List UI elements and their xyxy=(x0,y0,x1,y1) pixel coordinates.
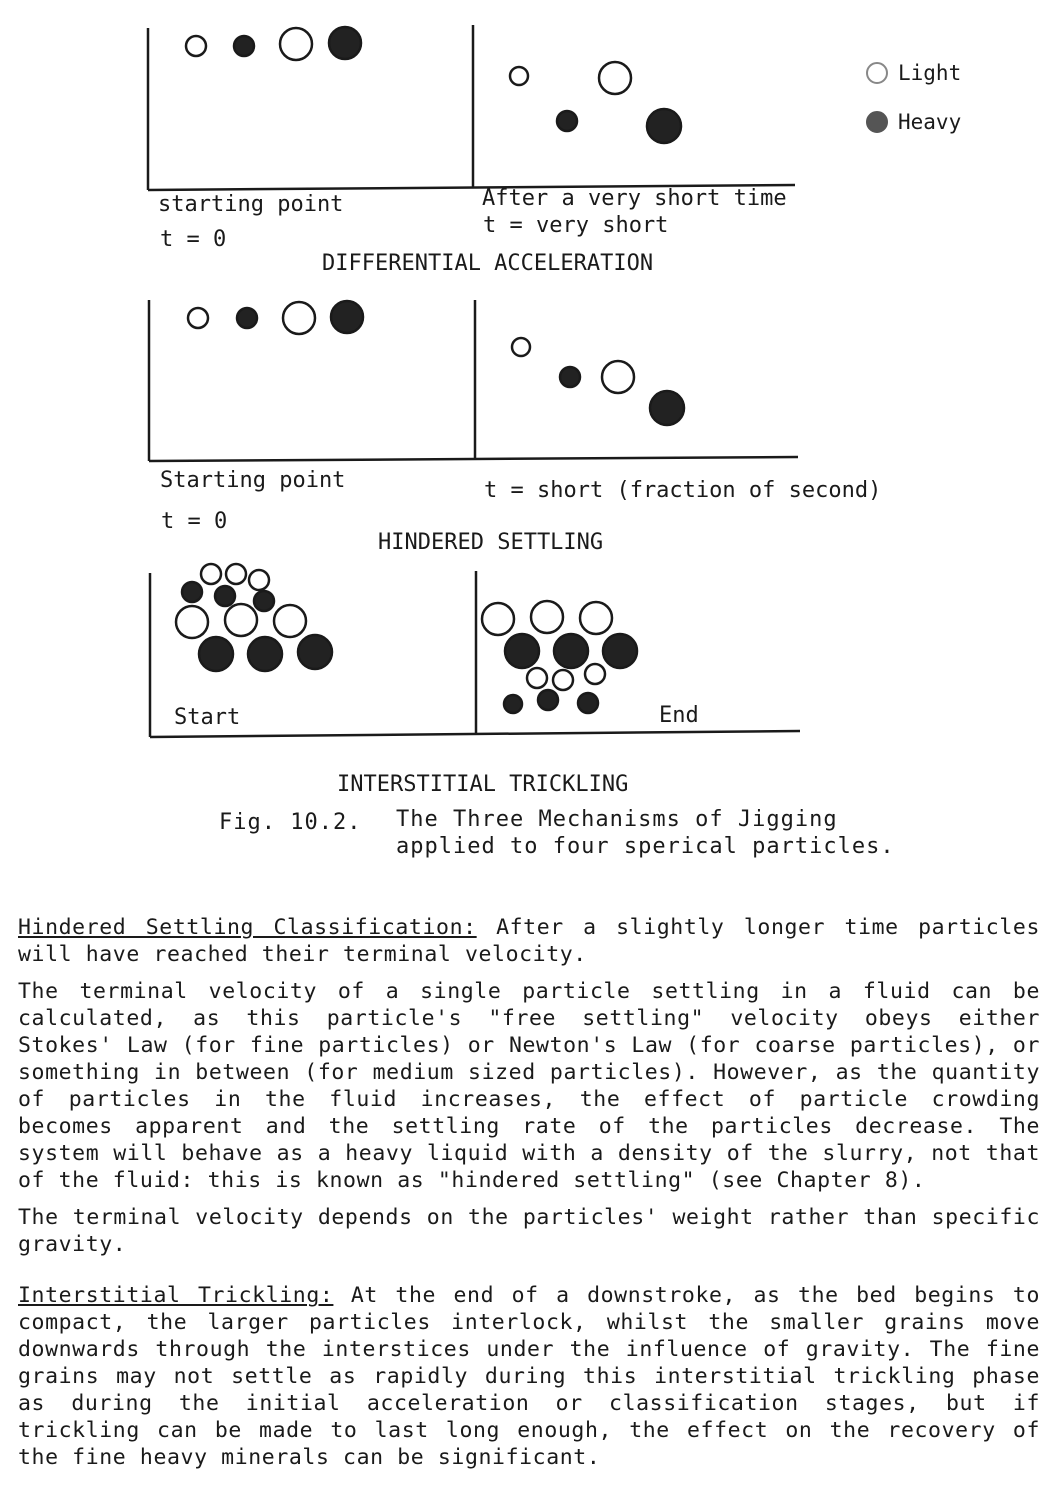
panel2-left-label-2: t = 0 xyxy=(161,509,228,534)
heavy-large-particle xyxy=(647,109,681,143)
heavy-large-particle xyxy=(331,301,363,333)
panel3-right-label: End xyxy=(659,703,699,728)
section-heading-hindered-settling: Hindered Settling Classification: xyxy=(18,915,477,940)
particles-end-3 xyxy=(482,601,637,713)
light-small-particle xyxy=(226,564,246,584)
light-large-particle xyxy=(274,605,306,637)
paragraph-2: The terminal velocity of a single particle settling in a fluid can be calculated, as this particle's "free settling" velocity obeys either Stokes' Law (for fine particles) or Newton's Law (for coarse particles), or something in between (for medium sized particles). However, as the quantity of particles in the fluid increases, the effect of particle crowding becomes apparent and the settling rate of the particles decrease. The system will behave as a heavy liquid with a density of the slurry, not that of the fluid: this is known as "hindered settling" (see Chapter 8). xyxy=(18,979,1040,1193)
light-small-particle xyxy=(585,664,605,684)
legend-heavy-icon xyxy=(867,112,887,132)
panel3-title: INTERSTITIAL TRICKLING xyxy=(337,772,629,797)
light-small-particle xyxy=(527,668,547,688)
heavy-small-particle xyxy=(254,591,274,611)
heavy-small-particle xyxy=(560,367,580,387)
heavy-small-particle xyxy=(504,695,522,713)
light-large-particle xyxy=(176,606,208,638)
light-large-particle xyxy=(283,302,315,334)
heavy-small-particle xyxy=(557,111,577,131)
heavy-small-particle xyxy=(237,308,257,328)
heavy-small-particle xyxy=(578,693,598,713)
light-large-particle xyxy=(225,604,257,636)
paragraph-4-body: At the end of a downstroke, as the bed begins to compact, the larger particles interlock, whilst the smaller grains move downwards through the interstices under the influence of gravity. The fine grains may not settle as rapidly during this interstitial trickling phase as during the initial acceleration or classification stages, but if trickling can be made to last long enough, the effect on the recovery of the fine heavy minerals can be significant. xyxy=(18,1283,1041,1470)
light-small-particle xyxy=(249,570,269,590)
heavy-large-particle xyxy=(505,634,539,668)
heavy-large-particle xyxy=(329,27,361,59)
heavy-large-particle xyxy=(199,637,233,671)
panel1-title: DIFFERENTIAL ACCELERATION xyxy=(322,251,654,276)
paragraph-interstitial-trickling xyxy=(18,1282,1040,1471)
light-large-particle xyxy=(602,361,634,393)
particles-after-1 xyxy=(510,62,681,143)
heavy-large-particle xyxy=(248,637,282,671)
heavy-small-particle xyxy=(234,36,254,56)
light-large-particle xyxy=(482,603,514,635)
figure-caption-line-2: applied to four sperical particles. xyxy=(396,834,895,859)
light-small-particle xyxy=(186,36,206,56)
light-small-particle xyxy=(510,67,528,85)
paragraph-3: The terminal velocity depends on the particles' weight rather than specific gravity. xyxy=(18,1205,1040,1257)
heavy-large-particle xyxy=(554,634,588,668)
panel2-right-label: t = short (fraction of second) xyxy=(484,478,882,503)
paragraph-hindered-settling xyxy=(18,914,1040,968)
panel1-right-label-2: t = very short xyxy=(483,213,669,238)
body-text xyxy=(18,914,1040,1481)
light-large-particle xyxy=(280,28,312,60)
paragraph-1-body: After a slightly longer time particles will have reached their terminal velocity. xyxy=(18,915,1040,967)
particles-start-2 xyxy=(188,301,363,334)
heavy-small-particle xyxy=(182,582,202,602)
legend-light-icon xyxy=(867,63,887,83)
heavy-small-particle xyxy=(215,586,235,606)
heavy-large-particle xyxy=(603,634,637,668)
light-small-particle xyxy=(553,670,573,690)
figure-number: Fig. 10.2. xyxy=(219,810,362,835)
heavy-small-particle xyxy=(538,690,558,710)
legend xyxy=(867,61,961,134)
panel1-left-label-2: t = 0 xyxy=(160,227,227,252)
figure-caption-line-1: The Three Mechanisms of Jigging xyxy=(396,807,838,832)
heavy-large-particle xyxy=(298,635,332,669)
panel3-left-label: Start xyxy=(174,705,241,730)
particles-after-2 xyxy=(512,338,684,425)
heavy-large-particle xyxy=(650,391,684,425)
section-heading-interstitial-trickling: Interstitial Trickling: xyxy=(18,1283,334,1308)
panel2-left-label-1: Starting point xyxy=(160,468,346,493)
light-small-particle xyxy=(201,564,221,584)
panel2-title: HINDERED SETTLING xyxy=(378,530,604,555)
legend-light-label: Light xyxy=(898,61,962,85)
light-small-particle xyxy=(188,308,208,328)
panel1-left-label-1: starting point xyxy=(158,192,344,217)
legend-heavy-label: Heavy xyxy=(898,110,962,134)
light-large-particle xyxy=(599,62,631,94)
light-large-particle xyxy=(531,601,563,633)
light-large-particle xyxy=(580,602,612,634)
light-small-particle xyxy=(512,338,530,356)
particles-start-3 xyxy=(176,564,332,671)
particles-start-1 xyxy=(186,27,361,60)
panel1-right-label-1: After a very short time xyxy=(482,186,787,211)
